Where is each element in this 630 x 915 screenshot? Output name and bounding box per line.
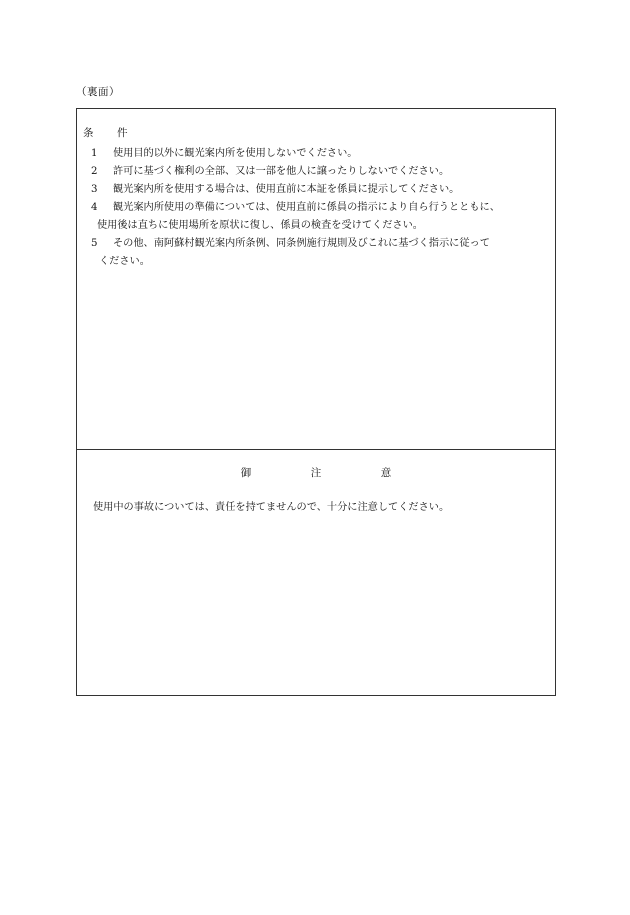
notice-heading-char-2: 注 <box>310 467 322 479</box>
condition-number: 5 <box>91 238 98 249</box>
conditions-heading <box>83 125 128 140</box>
condition-item-2 <box>91 163 549 181</box>
condition-item-3 <box>91 181 549 199</box>
condition-item-5 <box>91 235 549 253</box>
condition-number: 2 <box>91 166 98 177</box>
notice-section <box>77 450 555 697</box>
condition-text: 観光案内所使用の準備については、使用直前に係員の指示により自ら行うとともに、 <box>113 202 500 213</box>
notice-text: 使用中の事故については、責任を持てませんので、十分に注意してください。 <box>93 502 450 513</box>
condition-text: 観光案内所を使用する場合は、使用直前に本証を係員に提示してください。 <box>113 184 460 195</box>
condition-number: 4 <box>91 202 98 213</box>
conditions-heading-char-2: 件 <box>117 127 128 139</box>
condition-item-4-continued <box>91 217 549 235</box>
notice-heading-char-1: 御 <box>240 467 252 479</box>
condition-item-4 <box>91 199 549 217</box>
form-frame <box>76 108 556 696</box>
condition-text: 許可に基づく権利の全部、又は一部を他人に譲ったりしないでください。 <box>113 166 450 177</box>
condition-item-1 <box>91 145 549 163</box>
reverse-side-label: （裏面） <box>76 86 120 98</box>
condition-text-continued: ください。 <box>99 256 150 267</box>
notice-heading <box>77 465 555 480</box>
notice-heading-char-3: 意 <box>380 467 392 479</box>
conditions-list <box>91 145 549 271</box>
condition-indent <box>91 253 99 271</box>
condition-item-5-continued <box>91 253 549 271</box>
condition-text: その他、南阿蘇村観光案内所条例、同条例施行規則及びこれに基づく指示に従って <box>113 238 490 249</box>
condition-text-continued: 使用後は直ちに使用場所を原状に復し、係員の検査を受けてください。 <box>97 220 423 231</box>
conditions-section <box>77 109 555 450</box>
condition-number: 1 <box>91 148 98 159</box>
condition-text: 使用目的以外に観光案内所を使用しないでください。 <box>113 148 358 159</box>
conditions-heading-char-1: 条 <box>83 127 94 139</box>
condition-number: 3 <box>91 184 98 195</box>
